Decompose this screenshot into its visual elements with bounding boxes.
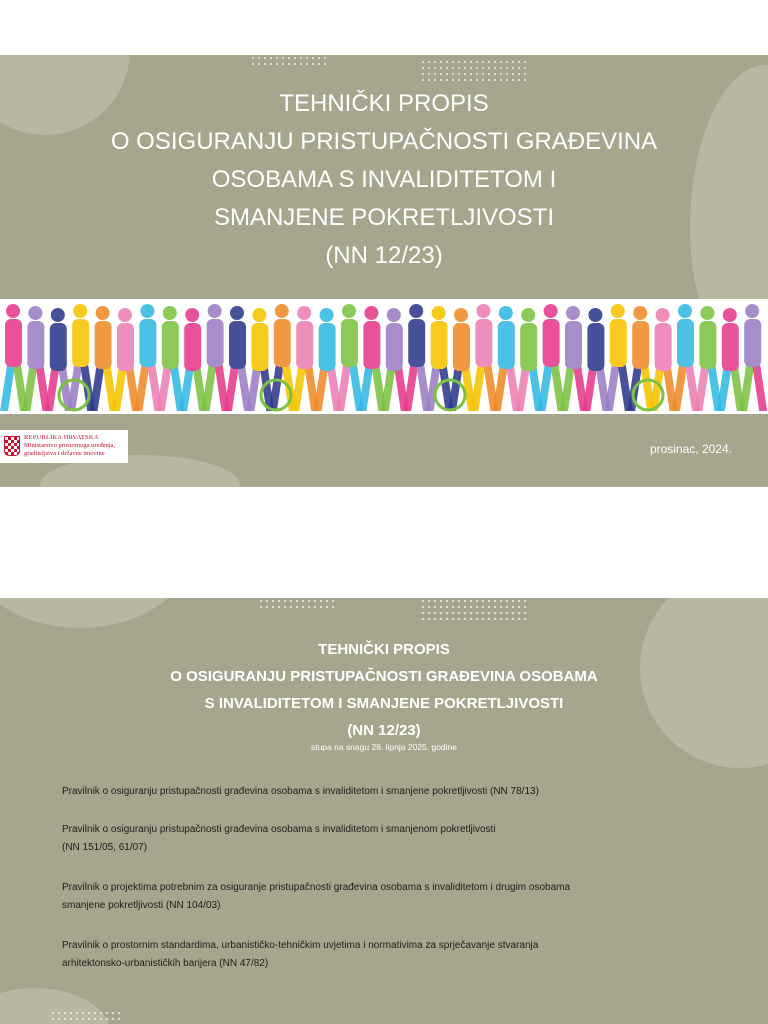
logo-line: REPUBLIKA HRVATSKA [24, 434, 99, 441]
logo-line [24, 442, 126, 458]
walking-person-figure [314, 308, 342, 411]
decor-dots [420, 59, 530, 85]
title-slide [0, 55, 768, 487]
walking-person-figure [672, 304, 700, 411]
regulation-item [62, 937, 662, 973]
walking-person-figure [627, 306, 655, 411]
walking-person-figure [291, 306, 319, 411]
walking-person-figure [582, 308, 610, 411]
title-line: OSOBAMA S INVALIDITETOM I [211, 166, 557, 193]
document-title [0, 85, 768, 275]
walking-person-figure [157, 306, 185, 411]
walking-person-figure [426, 306, 454, 411]
walking-person-figure [538, 304, 566, 411]
walking-person-figure [560, 306, 588, 411]
title-line: TEHNIČKI PROPIS [279, 90, 489, 117]
regulation-line: smanjene pokretljivosti (NN 104/03) [62, 900, 221, 911]
walking-person-figure [739, 304, 767, 411]
walking-person-figure [403, 304, 431, 411]
walking-person-figure [515, 308, 543, 411]
regulation-line: Pravilnik o projektima potrebnim za osiguranje pristupačnosti građevina osobama s invaliditetom i drugim osobama [62, 882, 571, 893]
decor-dots [420, 598, 530, 622]
walking-person-figure [358, 306, 386, 411]
walking-person-figure [605, 304, 633, 411]
title-line: (NN 12/23) [347, 722, 421, 739]
walking-people-illustration [0, 299, 768, 414]
walking-person-figure [717, 308, 745, 411]
walking-person-figure [22, 306, 50, 411]
walking-person-figure [470, 304, 498, 411]
decor-dots [50, 1010, 120, 1024]
walking-person-figure [134, 304, 162, 411]
people-banner-image [0, 299, 768, 414]
regulation-item [62, 783, 662, 801]
title-line: (NN 12/23) [325, 242, 443, 269]
regulation-item [62, 879, 662, 915]
walking-person-figure [179, 308, 207, 411]
content-slide [0, 598, 768, 1024]
walking-person-figure [694, 306, 722, 411]
title-line: O OSIGURANJU PRISTUPAČNOSTI GRAĐEVINA [110, 128, 658, 155]
walking-person-figure [269, 304, 297, 411]
regulation-item [62, 821, 662, 857]
walking-person-figure [0, 304, 28, 411]
walking-person-figure [336, 304, 364, 411]
decor-dots [250, 55, 330, 67]
walking-person-figure [381, 308, 409, 411]
walking-person-figure [493, 306, 521, 411]
logo-line: Ministarstvo prostornoga uređenja, [24, 442, 116, 449]
title-line: TEHNIČKI PROPIS [318, 641, 450, 658]
walking-person-figure [112, 308, 140, 411]
document-title [0, 636, 768, 744]
regulation-line: Pravilnik o prostornim standardima, urbanističko-tehničkim uvjetima i normativima za sprječavanje stvaranja [62, 940, 539, 951]
logo-line: graditeljstva i državne imovine [24, 450, 105, 457]
decor-blob [0, 598, 190, 628]
effective-date-subtitle: stupa na snagu 28. lipnja 2025. godine [310, 742, 458, 752]
walking-person-figure [67, 304, 95, 411]
walking-person-figure [448, 308, 476, 411]
date-label: prosinac, 2024. [649, 442, 732, 456]
regulation-line: Pravilnik o osiguranju pristupačnosti građevina osobama s invaliditetom i smanjene pokretljivosti (NN 78/13) [62, 786, 539, 797]
walking-person-figure [202, 304, 230, 411]
title-line: S INVALIDITETOM I SMANJENE POKRETLJIVOSTI [204, 695, 564, 712]
coat-of-arms-icon [4, 436, 20, 456]
walking-person-figure [224, 306, 252, 411]
regulation-line: Pravilnik o osiguranju pristupačnosti građevina osobama s invaliditetom i smanjenom pokretljivosti [62, 824, 496, 835]
regulation-line: (NN 151/05, 61/07) [62, 842, 148, 853]
title-line: SMANJENE POKRETLJIVOSTI [213, 204, 555, 231]
title-line: O OSIGURANJU PRISTUPAČNOSTI GRAĐEVINA OSOBAMA [170, 668, 598, 685]
decor-dots [258, 598, 338, 612]
regulation-line: arhitektonsko-urbanističkih barijera (NN 47/82) [62, 958, 269, 969]
walking-person-figure [90, 306, 118, 411]
ministry-logo [0, 430, 128, 463]
